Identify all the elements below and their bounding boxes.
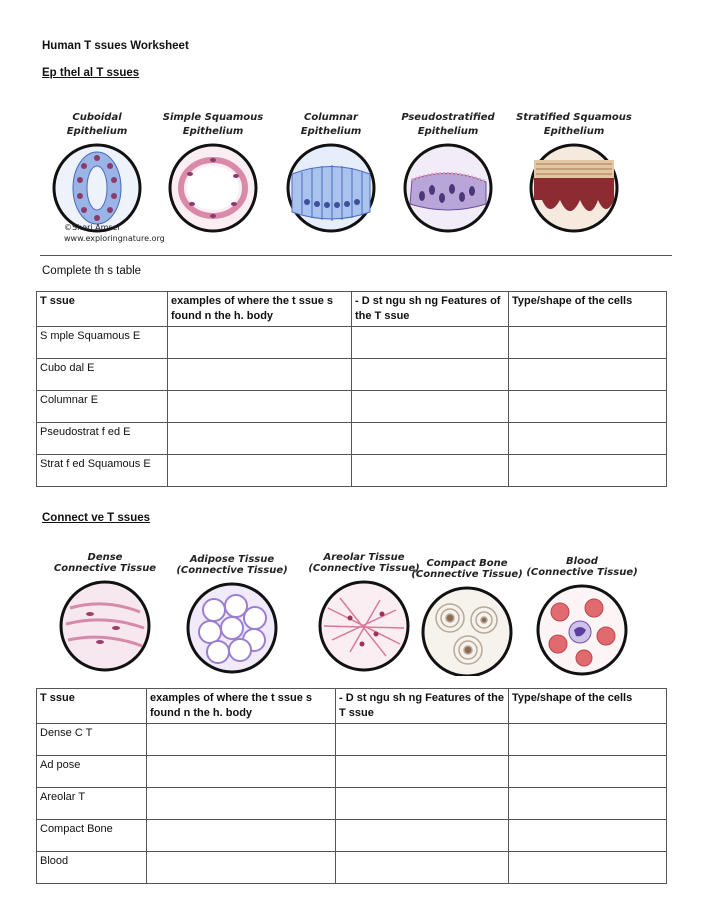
cuboidal-epithelium-icon: [54, 145, 140, 231]
caption-pseudo-2: Epithelium: [417, 126, 479, 137]
tissue-name: Ad pose: [37, 756, 147, 788]
cell-shape-cell[interactable]: [509, 455, 667, 487]
caption-columnar-1: Columnar: [304, 112, 358, 123]
tissue-name: Pseudostrat f ed E: [37, 423, 168, 455]
epithelial-figure: [40, 104, 660, 254]
table-row: [37, 327, 667, 359]
worksheet-title: Human T ssues Worksheet: [42, 40, 189, 52]
table-row: [37, 852, 667, 884]
examples-cell[interactable]: [147, 756, 336, 788]
caption-areolar-2: (Connective Tissue): [308, 563, 420, 574]
connective-heading: Connect ve T ssues: [42, 512, 151, 524]
caption-squamous-2: Epithelium: [182, 126, 244, 137]
examples-cell[interactable]: [168, 455, 352, 487]
compact-bone-icon: [423, 588, 511, 676]
caption-adipose-1: Adipose Tissue: [189, 554, 275, 565]
image-credit-author: ©Sheri Amsel: [64, 223, 120, 232]
caption-stratified-2: Epithelium: [543, 126, 605, 137]
caption-squamous-1: Simple Squamous: [162, 112, 264, 123]
caption-cuboidal-1: Cuboidal: [72, 112, 122, 123]
table-row: [37, 756, 667, 788]
table-row: [37, 724, 667, 756]
examples-cell[interactable]: [147, 788, 336, 820]
tissue-name: Blood: [37, 852, 147, 884]
tissue-name: Strat f ed Squamous E: [37, 455, 168, 487]
table-header-features: - D st ngu sh ng Features of the T ssue: [336, 689, 509, 724]
adipose-tissue-icon: [188, 584, 276, 672]
examples-cell[interactable]: [147, 724, 336, 756]
table-header-tissue: T ssue: [37, 292, 168, 327]
cell-shape-cell[interactable]: [509, 724, 667, 756]
table-header-examples: examples of where the t ssue s found n the h. body: [168, 292, 352, 327]
features-cell[interactable]: [352, 423, 509, 455]
caption-areolar-1: Areolar Tissue: [323, 552, 405, 563]
table-header-tissue: T ssue: [37, 689, 147, 724]
features-cell[interactable]: [336, 756, 509, 788]
caption-pseudo-1: Pseudostratified: [401, 112, 495, 123]
examples-cell[interactable]: [168, 327, 352, 359]
cell-shape-cell[interactable]: [509, 756, 667, 788]
features-cell[interactable]: [336, 852, 509, 884]
divider-line: [40, 255, 672, 256]
caption-bone-2: (Connective Tissue): [411, 569, 523, 580]
cell-shape-cell[interactable]: [509, 327, 667, 359]
features-cell[interactable]: [352, 455, 509, 487]
table-row: [37, 359, 667, 391]
columnar-epithelium-icon: [288, 145, 374, 231]
caption-dense-1: Dense: [87, 552, 123, 563]
tissue-name: Compact Bone: [37, 820, 147, 852]
cell-shape-cell[interactable]: [509, 359, 667, 391]
areolar-tissue-icon: [320, 582, 408, 670]
image-credit-site: www.exploringnature.org: [64, 234, 165, 243]
caption-bone-1: Compact Bone: [426, 558, 508, 569]
tissue-name: Columnar E: [37, 391, 168, 423]
connective-table: [36, 688, 667, 884]
cell-shape-cell[interactable]: [509, 820, 667, 852]
examples-cell[interactable]: [147, 820, 336, 852]
caption-blood-2: (Connective Tissue): [526, 567, 638, 578]
examples-cell[interactable]: [168, 391, 352, 423]
blood-cells-icon: [538, 586, 626, 674]
features-cell[interactable]: [352, 391, 509, 423]
tissue-name: S mple Squamous E: [37, 327, 168, 359]
cell-shape-cell[interactable]: [509, 852, 667, 884]
tissue-name: Areolar T: [37, 788, 147, 820]
connective-figure: [50, 548, 650, 676]
features-cell[interactable]: [336, 724, 509, 756]
cell-shape-cell[interactable]: [509, 391, 667, 423]
epithelial-table: [36, 291, 667, 487]
features-cell[interactable]: [336, 820, 509, 852]
table-instruction: Complete th s table: [42, 265, 142, 277]
caption-cuboidal-2: Epithelium: [66, 126, 128, 137]
tissue-name: Cubo dal E: [37, 359, 168, 391]
examples-cell[interactable]: [168, 359, 352, 391]
cell-shape-cell[interactable]: [509, 423, 667, 455]
table-header-cell-shape: Type/shape of the cells: [509, 292, 667, 327]
table-header-features: - D st ngu sh ng Features of the T ssue: [352, 292, 509, 327]
tissue-name: Dense C T: [37, 724, 147, 756]
dense-connective-tissue-icon: [61, 582, 149, 670]
stratified-squamous-epithelium-icon: [531, 145, 617, 231]
table-row: [37, 455, 667, 487]
examples-cell[interactable]: [147, 852, 336, 884]
caption-blood-1: Blood: [566, 556, 598, 567]
caption-stratified-1: Stratified Squamous: [516, 112, 632, 123]
table-row: [37, 820, 667, 852]
table-row: [37, 391, 667, 423]
cell-shape-cell[interactable]: [509, 788, 667, 820]
examples-cell[interactable]: [168, 423, 352, 455]
features-cell[interactable]: [352, 359, 509, 391]
caption-adipose-2: (Connective Tissue): [176, 565, 288, 576]
simple-squamous-epithelium-icon: [170, 145, 256, 231]
epithelial-heading: Ep thel al T ssues: [42, 67, 140, 79]
caption-columnar-2: Epithelium: [300, 126, 362, 137]
pseudostratified-epithelium-icon: [405, 145, 491, 231]
caption-dense-2: Connective Tissue: [53, 563, 157, 574]
table-row: [37, 423, 667, 455]
features-cell[interactable]: [352, 327, 509, 359]
table-header-cell-shape: Type/shape of the cells: [509, 689, 667, 724]
table-row: [37, 788, 667, 820]
features-cell[interactable]: [336, 788, 509, 820]
table-header-examples: examples of where the t ssue s found n the h. body: [147, 689, 336, 724]
